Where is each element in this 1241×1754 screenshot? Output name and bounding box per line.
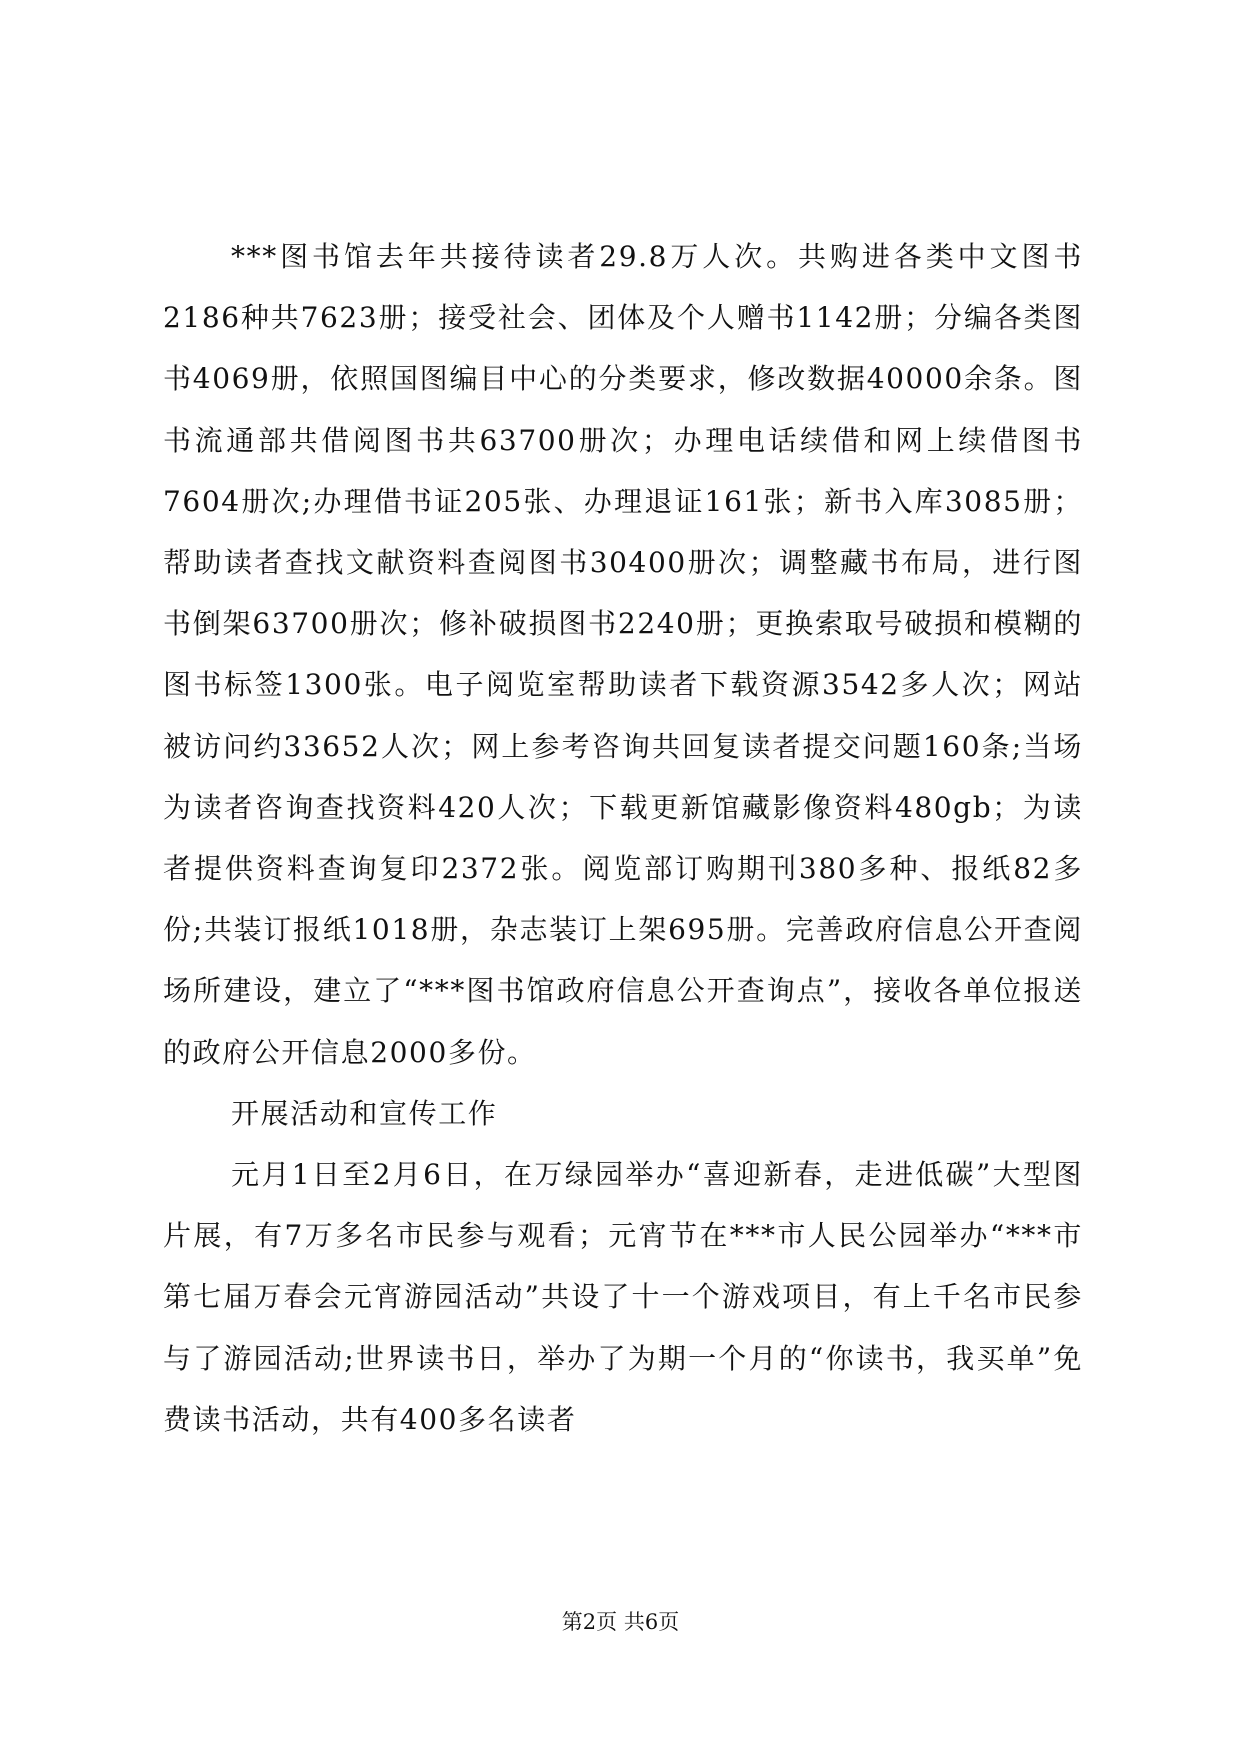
paragraph-library-statistics: ***图书馆去年共接待读者29.8万人次。共购进各类中文图书2186种共7623册；接受社会、团体及个人赠书1142册；分编各类图书4069册，依照国图编目中心的分类要求，修改数据40000余条。图书流通部共借阅图书共63700册次；办理电话续借和网上续借图书7604册次;办理借书证205张、办理退证161张；新书入库3085册；帮助读者查找文献资料查阅图书30400册次；调整藏书布局，进行图书倒架63700册次；修补破损图书2240册；更换索取号破损和模糊的图书标签1300张。电子阅览室帮助读者下载资源3542多人次；网站被访问约33652人次；网上参考咨询共回复读者提交问题160条;当场为读者咨询查找资料420人次；下载更新馆藏影像资料480gb；为读者提供资料查询复印2372张。阅览部订购期刊380多种、报纸82多份;共装订报纸1018册，杂志装订上架695册。完善政府信息公开查阅场所建设，建立了“***图书馆政府信息公开查询点”，接收各单位报送的政府公开信息2000多份。 [163,240,1083,1069]
document-body [163,226,1083,1450]
section-heading-activities: 开展活动和宣传工作 [231,1096,498,1130]
page-footer: 第2页 共6页 [561,1610,680,1634]
paragraph-activities: 元月1日至2月6日，在万绿园举办“喜迎新春，走进低碳”大型图片展，有7万多名市民参与观看；元宵节在***市人民公园举办“***市第七届万春会元宵游园活动”共设了十一个游戏项目，有上千名市民参与了游园活动;世界读书日，举办了为期一个月的“你读书，我买单”免费读书活动，共有400多名读者 [163,1158,1083,1436]
